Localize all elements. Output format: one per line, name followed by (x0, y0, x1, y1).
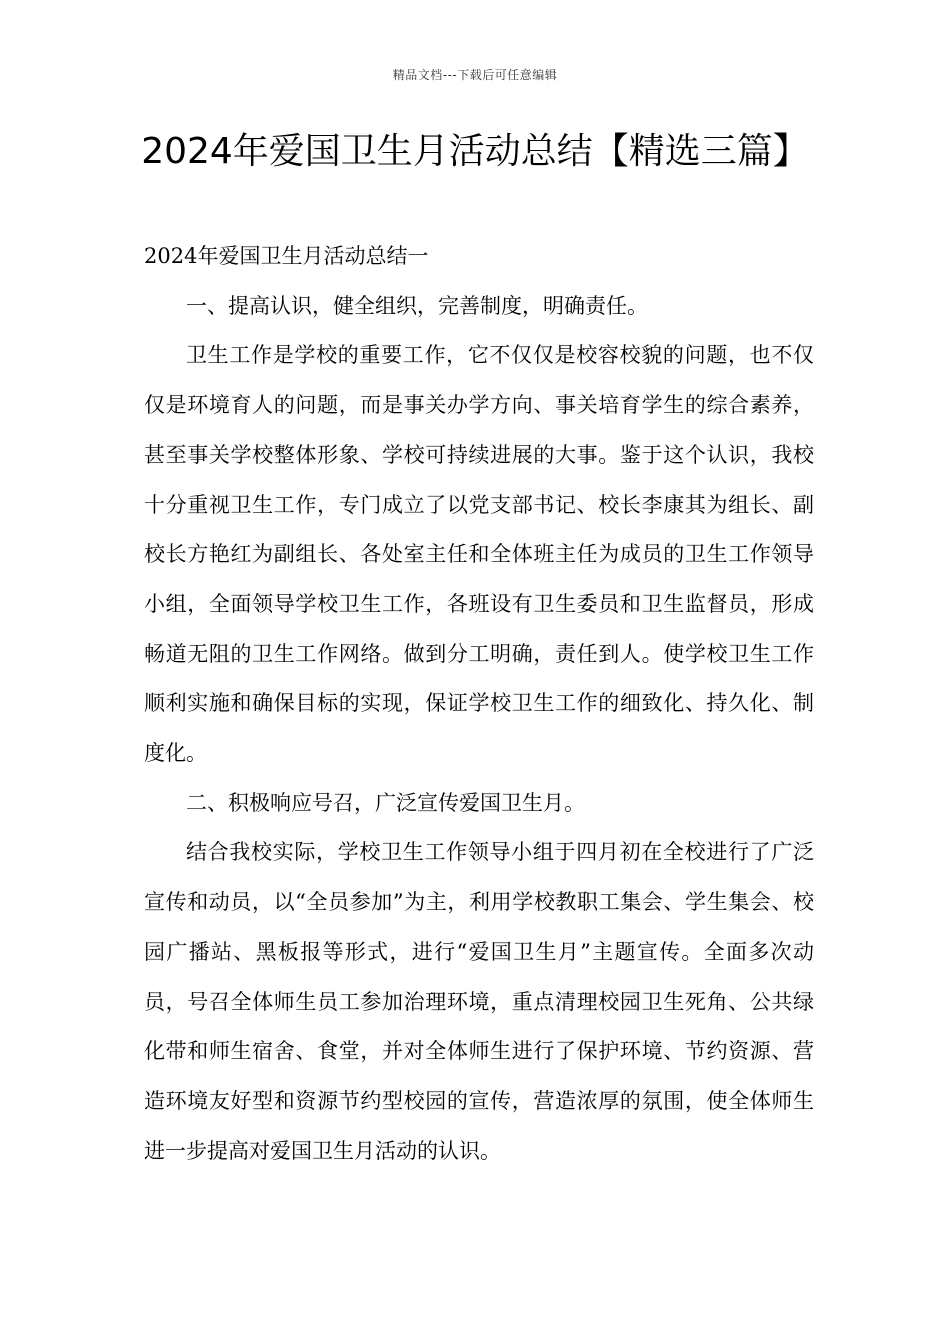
paragraph-2: 结合我校实际，学校卫生工作领导小组于四月初在全校进行了广泛宣传和动员，以“全员参加”为主，利用学校教职工集会、学生集会、校园广播站、黑板报等形式，进行“爱国卫生月”主题宣传。全面多次动员，号召全体师生员工参加治理环境，重点清理校园卫生死角、公共绿化带和师生宿舍、食堂，并对全体师生进行了保护环境、节约资源、营造环境友好型和资源节约型校园的宣传，营造浓厚的氛围，使全体师生进一步提高对爱国卫生月活动的认识。 (144, 840, 814, 1163)
paragraph-heading-1: 一、提高认识，健全组织，完善制度，明确责任。 (186, 293, 648, 318)
section-heading: 2024年爱国卫生月活动总结一 (144, 244, 429, 268)
document-body (144, 232, 814, 1176)
document-title: 2024年爱国卫生月活动总结【精选三篇】 (141, 131, 809, 172)
paragraph-heading-2: 二、积极响应号召，广泛宣传爱国卫生月。 (186, 790, 585, 815)
header-note: 精品文档---下载后可任意编辑 (392, 68, 558, 82)
paragraph-1: 卫生工作是学校的重要工作，它不仅仅是校容校貌的问题，也不仅仅是环境育人的问题，而是事关办学方向、事关培育学生的综合素养，甚至事关学校整体形象、学校可持续进展的大事。鉴于这个认识，我校十分重视卫生工作，专门成立了以党支部书记、校长李康其为组长、副校长方艳红为副组长、各处室主任和全体班主任为成员的卫生工作领导小组，全面领导学校卫生工作，各班设有卫生委员和卫生监督员，形成畅道无阻的卫生工作网络。做到分工明确，责任到人。使学校卫生工作顺利实施和确保目标的实现，保证学校卫生工作的细致化、持久化、制度化。 (144, 343, 814, 766)
